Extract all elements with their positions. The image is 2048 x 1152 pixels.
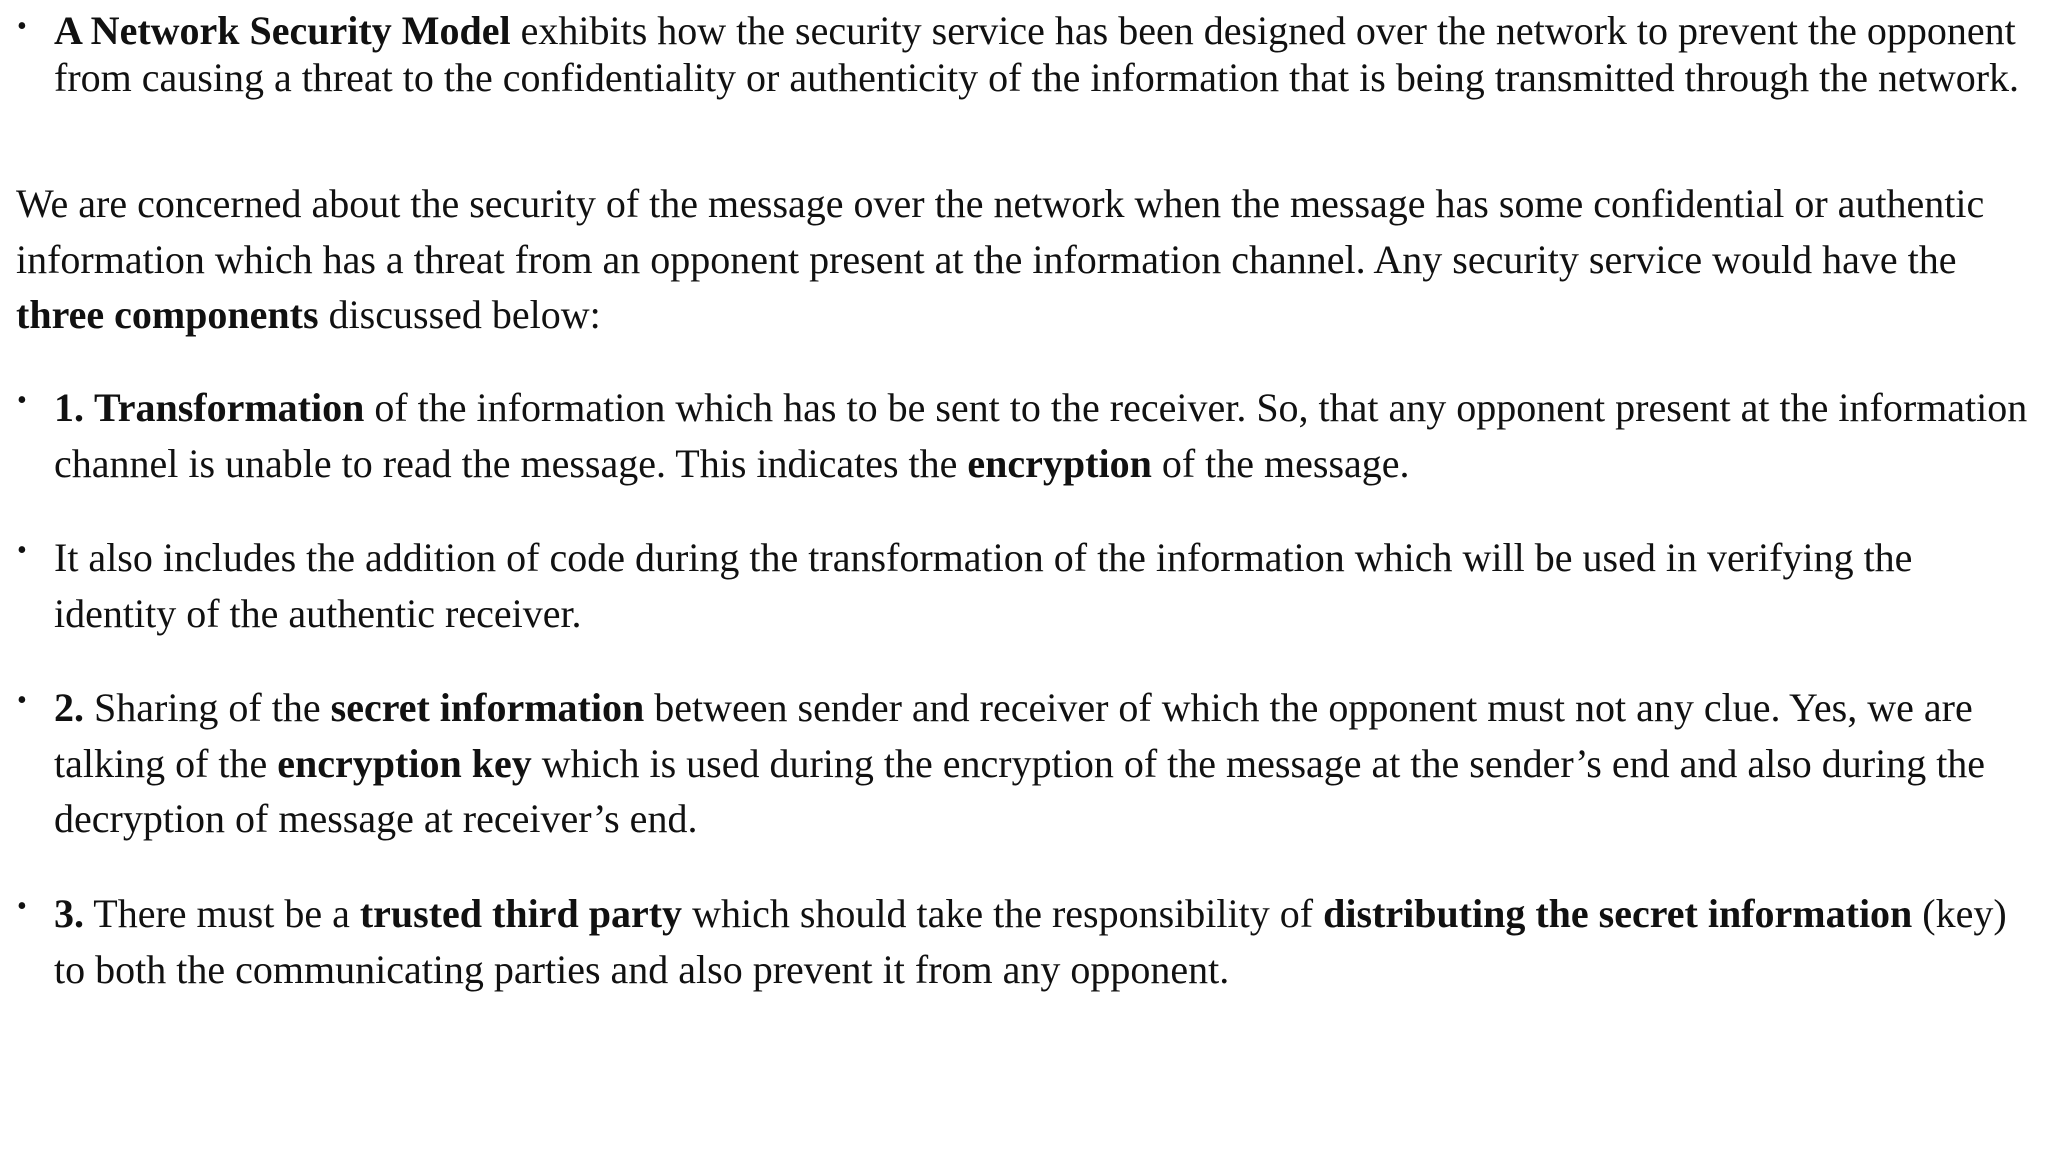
bullet-dot: • [17,685,27,716]
term-trusted-third-party: trusted third party [359,891,683,936]
bullet-dot: • [17,535,27,566]
paragraph-text-1: We are concerned about the security of the message over the network when the message has some confidential or authentic information which has a threat from an opponent present at the information channel. Any security service would have the [16,181,1985,282]
term-three-components: three components [16,292,319,337]
term-distributing-secret-information: distributing the secret information [1323,891,1913,936]
bullet-dot: • [17,11,27,42]
term-transformation: Transformation [94,385,365,430]
third-party-text-2: which should take the responsibility of [682,891,1324,936]
bullet-code-text: It also includes the addition of code during the transformation of the information which will be used in verifying the identity of the authentic receiver. [54,535,1913,636]
secret-text-2: between sender and receiver of which the opponent must not any clue. Yes, we are talking of the [54,685,1973,786]
bullet-third-party-text [54,886,2030,997]
bullet-secret-text [54,680,2030,847]
transformation-text-1: of the information which has to be sent to the receiver. So, that any opponent present at the information channel is unable to read the message. This indicates the [54,385,2028,486]
paragraph-text-2: discussed below: [318,292,601,337]
bullet-intro-text [54,8,2030,101]
transformation-text-2: of the message. [1151,440,1410,486]
item-number: 3. [54,891,84,936]
term-encryption-key: encryption key [277,740,532,786]
bullet-dot: • [17,891,27,922]
term-encryption: encryption [967,440,1152,486]
body-paragraph [16,176,2036,343]
third-party-text-3: (key) to both the communicating parties and also prevent it from any opponent. [54,891,2007,992]
term-secret-information: secret information [330,685,645,730]
secret-text-1: Sharing of the [84,685,331,730]
bullet-dot: • [17,385,27,416]
bullet-transformation-text [54,380,2030,491]
term-network-security-model: A Network Security Model [54,8,511,53]
intro-body: exhibits how the security service has been designed over the network to prevent the opponent from causing a threat to the confidentiality or authenticity of the information that is being transmitted through the network. [54,8,2020,100]
third-party-text-1: There must be a [84,891,360,936]
secret-text-3: which is used during the encryption of the message at the sender’s end and also during the decryption of message at receiver’s end. [54,740,1986,841]
item-number: 1. [54,385,84,430]
item-number: 2. [54,685,84,730]
